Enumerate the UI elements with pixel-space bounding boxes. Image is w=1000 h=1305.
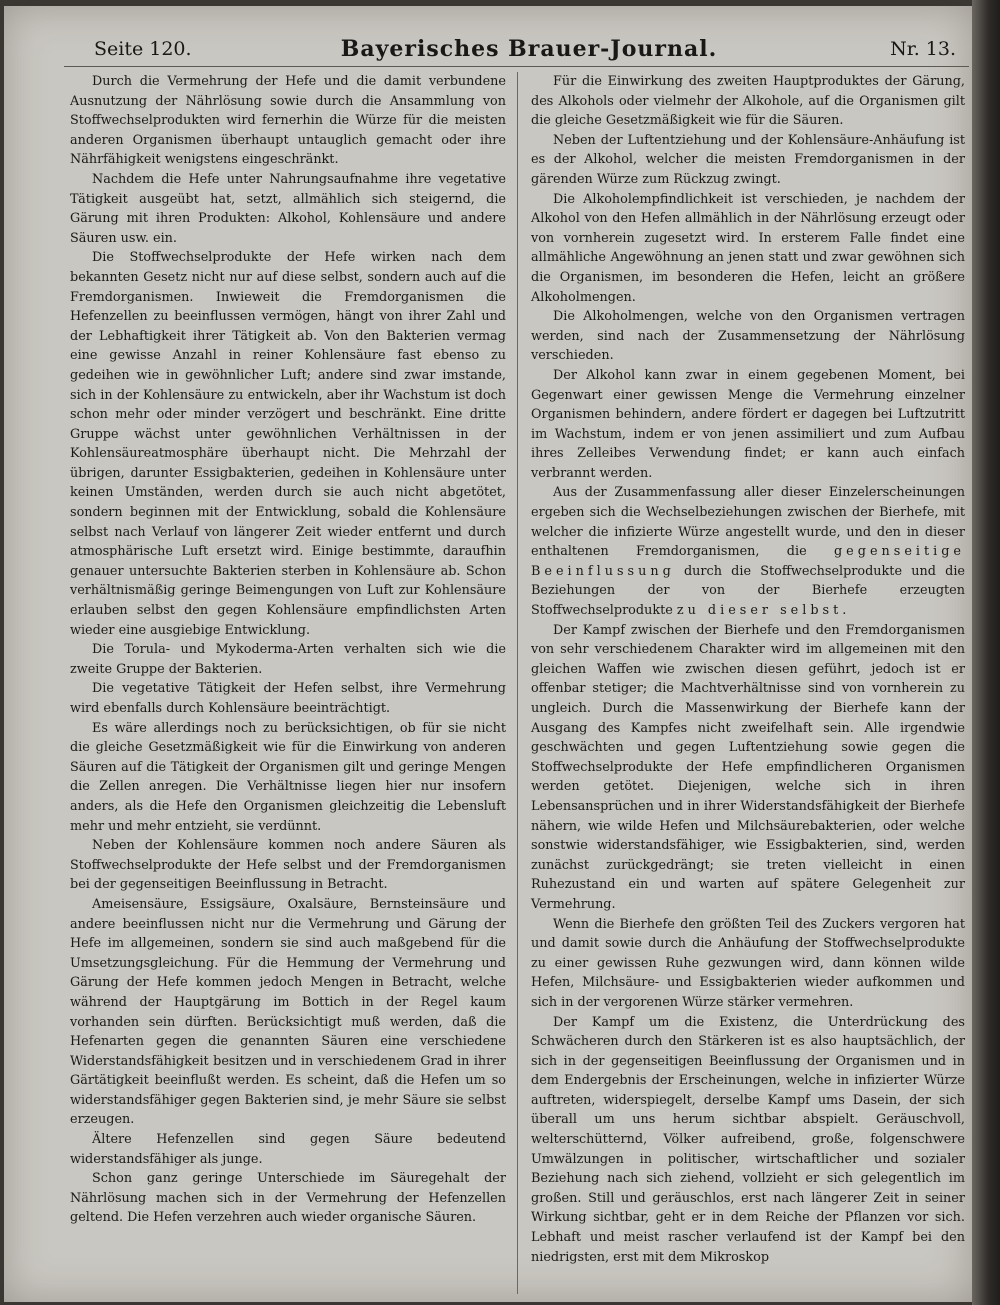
paragraph: Die Stoffwechselprodukte der Hefe wirken nach dem bekannten Gesetz nicht nur auf diese selbst, sondern auch auf die Fremdorganismen. Inwieweit die Fremdorganismen die Hefenzellen zu beeinflussen vermögen, hängt von ihrer Zahl und der Lebhaftigkeit ihrer Tätigkeit ab. Von den Bakterien vermag eine gewisse Anzahl in reiner Kohlensäure fast ebenso zu gedeihen wie in gewöhnlicher Luft; andere sind zwar imstande, sich in der Kohlensäure zu entwickeln, aber ihr Wachstum ist doch schon mehr oder minder verzögert und beschränkt. Eine dritte Gruppe wächst unter gewöhnlichen Verhältnissen in der Kohlensäureatmosphäre überhaupt nicht. Die Mehrzahl der übrigen, darunter Essigbakterien, gedeihen in Kohlensäure unter keinen Umständen, werden durch sie auch nicht abgetötet, sondern beginnen mit der Entwicklung, sobald die Kohlensäure selbst nach Verlauf von längerer Zeit wieder entfernt und durch atmosphärische Luft ersetzt wird. Einige bestimmte, daraufhin genauer untersuchte Bakterien sterben in Kohlensäure ab. Schon verhältnismäßig geringe Beimengungen von Luft zur Kohlensäure erlauben selbst den gegen Kohlensäure empfindlichsten Arten wieder eine ausgiebige Entwicklung. xyxy=(70,250,506,638)
paragraph: Für die Einwirkung des zweiten Hauptproduktes der Gärung, des Alkohols oder vielmehr der Alkohole, auf die Organismen gilt die gleiche Gesetzmäßigkeit wie für die Säuren. xyxy=(531,74,965,129)
paragraph: Schon ganz geringe Unterschiede im Säuregehalt der Nährlösung machen sich in der Vermehrung der Hefenzellen geltend. Die Hefen verzehren auch wieder organische Säuren. xyxy=(70,1171,506,1226)
text-run: Aus der Zusammenfassung aller dieser Einzelerscheinungen ergeben sich die Wechselbeziehungen zwischen der Bierhefe, mit welcher die infizierte Würze angestellt wurde, und den in dieser enthaltenen Fremdorganismen, die xyxy=(531,485,965,560)
header-rule xyxy=(64,66,969,67)
paragraph: Wenn die Bierhefe den größten Teil des Zuckers vergoren hat und damit sowie durch die Anhäufung der Stoffwechselprodukte zu einer gewissen Ruhe gezwungen wird, dann können wilde Hefen, Milchsäure- und Essigbakterien wieder aufkommen und sich in der vergorenen Würze stärker vermehren. xyxy=(531,916,965,1010)
right-column xyxy=(531,72,965,1294)
paragraph: Der Alkohol kann zwar in einem gegebenen Moment, bei Gegenwart einer gewissen Menge die Vermehrung einzelner Organismen behindern, andere fördert er dagegen bei Luftzutritt im Wachstum, indem er von jenen assimiliert und zum Aufbau ihres Zelleibes Verwendung findet; er kann auch einfach verbrannt werden. xyxy=(531,367,965,481)
paragraph: Die Alkoholmengen, welche von den Organismen vertragen werden, sind nach der Zusammensetzung der Nährlösung verschieden. xyxy=(531,309,965,364)
issue-number: Nr. 13. xyxy=(890,38,956,60)
paragraph: Der Kampf zwischen der Bierhefe und den Fremdorganismen von sehr verschiedenem Charakter wird im allgemeinen mit den gleichen Waffen wie zwischen diesen geführt, jedoch ist er offenbar stetiger; die Machtverhältnisse sind von vornherein zu ungleich. Durch die Massenwirkung der Bierhefe kann der Ausgang des Kampfes nicht zweifelhaft sein. Alle irgendwie geschwächten und gegen Luftentziehung sowie gegen die Stoffwechselprodukte der Hefe empfindlicheren Organismen werden getötet. Diejenigen, welche sich in ihren Lebensansprüchen und in ihrer Widerstandsfähigkeit der Bierhefe nähern, wie wilde Hefen und Milchsäurebakterien, oder welche sonstwie widerstandsfähiger, wie Essigbakterien, sind, werden zunächst zurückgedrängt; sie treten vielleicht in einen Ruhezustand ein und warten auf spätere Gelegenheit zur Vermehrung. xyxy=(531,622,965,912)
spaced-emphasis: gegenseitige Beeinflussung xyxy=(531,544,965,579)
spaced-emphasis: zu dieser selbst. xyxy=(676,603,851,619)
paragraph: Ameisensäure, Essigsäure, Oxalsäure, Bernsteinsäure und andere beeinflussen nicht nur die Vermehrung und Gärung der Hefe im allgemeinen, sondern sie sind auch maßgebend für die Umsetzungsgleichung. Für die Hemmung der Vermehrung und Gärung der Hefe kommen jedoch Mengen in Betracht, welche während der Hauptgärung im Bottich in der Regel kaum vorhanden sein dürften. Berücksichtigt muß werden, daß die Hefenarten gegen die genannten Säuren eine verschiedene Widerstandsfähigkeit besitzen und in verschiedenem Grad in ihrer Gärtätigkeit beeinflußt werden. Es scheint, daß die Hefen um so widerstandsfähiger gegen Bakterien sind, je mehr Säure sie selbst erzeugen. xyxy=(70,896,506,1128)
paragraph: Die Torula- und Mykoderma-Arten verhalten sich wie die zweite Gruppe der Bakterien. xyxy=(70,642,506,677)
paragraph: Neben der Luftentziehung und der Kohlensäure-Anhäufung ist es der Alkohol, welcher die meisten Fremdorganismen in der gärenden Würze zum Rückzug zwingt. xyxy=(531,132,965,187)
journal-page xyxy=(4,6,972,1302)
page-edge xyxy=(972,0,1000,1305)
paragraph: Nachdem die Hefe unter Nahrungsaufnahme ihre vegetative Tätigkeit ausgeübt hat, setzt, allmählich sich steigernd, die Gärung mit ihren Produkten: Alkohol, Kohlensäure und andere Säuren usw. ein. xyxy=(70,171,506,246)
paragraph-emphasis xyxy=(531,483,965,620)
paragraph: Ältere Hefenzellen sind gegen Säure bedeutend widerstandsfähiger als junge. xyxy=(70,1132,506,1167)
page-number: Seite 120. xyxy=(94,38,192,60)
paragraph: Der Kampf um die Existenz, die Unterdrückung des Schwächeren durch den Stärkeren ist es also hauptsächlich, der sich in der gegenseitigen Beeinflussung der Organismen und in dem Endergebnis der Erscheinungen, welche in infizierter Würze auftreten, widerspiegelt, derselbe Kampf ums Dasein, der sich überall um uns herum sichtbar abspielt. Geräuschvoll, welterschütternd, Völker aufreibend, große, folgenschwere Umwälzungen in politischer, wirtschaftlicher und sozialer Beziehung nach sich ziehend, vollzieht er sich gelegentlich im großen. Still und geräuschlos, erst nach längerer Zeit in seiner Wirkung sichtbar, geht er in dem Reiche der Pflanzen vor sich. Lebhaft und meist rascher verlaufend ist der Kampf bei den niedrigsten, erst mit dem Mikroskop xyxy=(531,1014,965,1265)
paragraph: Neben der Kohlensäure kommen noch andere Säuren als Stoffwechselprodukte der Hefe selbst und der Fremdorganismen bei der gegenseitigen Beeinflussung in Betracht. xyxy=(70,838,506,893)
journal-title: Bayerisches Brauer-Journal. xyxy=(340,36,718,62)
paragraph: Die vegetative Tätigkeit der Hefen selbst, ihre Vermehrung wird ebenfalls durch Kohlensäure beeinträchtigt. xyxy=(70,681,506,716)
paragraph: Die Alkoholempfindlichkeit ist verschieden, je nachdem der Alkohol von den Hefen allmählich in der Nährlösung erzeugt oder von vornherein zugesetzt wird. In ersterem Falle findet eine allmähliche Angewöhnung an jenen statt und zwar gewöhnen sich die Organismen, im besonderen die Hefen, leicht an größere Alkoholmengen. xyxy=(531,191,965,305)
paragraph: Durch die Vermehrung der Hefe und die damit verbundene Ausnutzung der Nährlösung sowie durch die Ansammlung von Stoffwechselprodukten wird fernerhin die Würze für die meisten anderen Organismen überhaupt untauglich gemacht oder ihre Nährfähigkeit wenigstens eingeschränkt. xyxy=(70,74,506,168)
column-divider xyxy=(517,72,518,1294)
left-column xyxy=(70,72,506,1294)
text-run: durch die Stoffwechselprodukte und die Beziehungen der von der Bierhefe erzeugten Stoffwechselprodukte xyxy=(531,563,965,619)
paragraph: Es wäre allerdings noch zu berücksichtigen, ob für sie nicht die gleiche Gesetzmäßigkeit wie für die Einwirkung von anderen Säuren auf die Tätigkeit der Organismen gilt und geringe Mengen die Zellen anregen. Die Verhältnisse liegen hier nur insofern anders, als die Hefe den Organismen gleichzeitig die Lebensluft mehr und mehr entzieht, sie verdünnt. xyxy=(70,720,506,834)
page-header xyxy=(94,34,964,64)
